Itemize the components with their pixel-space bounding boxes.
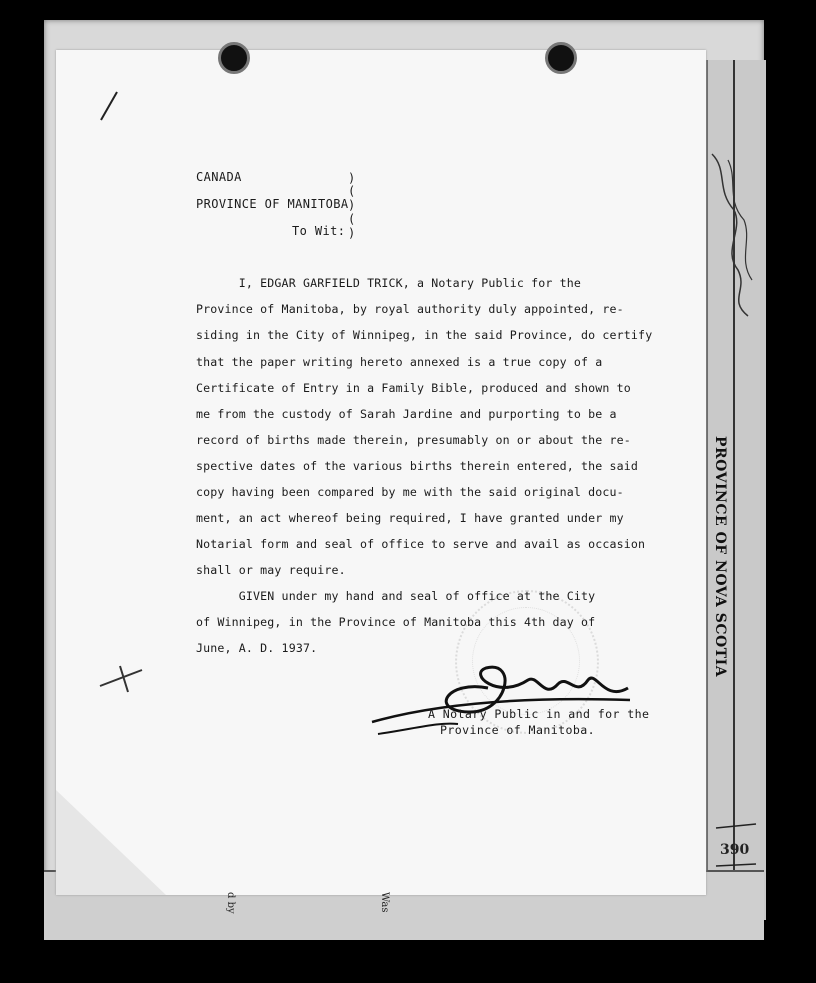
handwritten-margin-note	[708, 150, 756, 320]
province-stamp-vertical: PROVINCE OF NOVA SCOTIA	[712, 436, 728, 678]
svg-text:(: (	[348, 184, 356, 198]
svg-text:): )	[348, 226, 356, 240]
binder-hole-left	[218, 42, 250, 74]
body-line: spective dates of the various births therein entered, the said	[196, 459, 639, 473]
margin-check-mark	[98, 662, 146, 698]
jurisdiction-country: CANADA	[196, 170, 242, 184]
stamp-number: 390	[720, 842, 750, 858]
margin-mark-one	[95, 88, 125, 124]
jurisdiction-province: PROVINCE OF MANITOBA	[196, 197, 349, 211]
svg-text:(: (	[348, 212, 356, 226]
body-line: copy having been compared by me with the said original docu-	[196, 485, 624, 499]
body-line: that the paper writing hereto annexed is a true copy of a	[196, 355, 603, 369]
body-line: GIVEN under my hand and seal of office at the City	[196, 589, 596, 603]
underlying-form-text: d by	[225, 892, 236, 914]
body-line: of Winnipeg, in the Province of Manitoba this 4th day of	[196, 615, 596, 629]
signature-caption-line2: Province of Manitoba.	[440, 723, 595, 737]
body-line: Notarial form and seal of office to serve and avail as occasion	[196, 537, 646, 551]
bracket-column	[346, 168, 360, 240]
body-line: record of births made therein, presumably on or about the re-	[196, 433, 631, 447]
body-line: ment, an act whereof being required, I have granted under my	[196, 511, 624, 525]
body-line: Certificate of Entry in a Family Bible, produced and shown to	[196, 381, 631, 395]
svg-text:): )	[348, 198, 356, 212]
body-line: siding in the City of Winnipeg, in the said Province, do certify	[196, 328, 653, 342]
stamp-number-mark	[712, 818, 762, 878]
underlying-form-text: Was	[379, 892, 390, 913]
signature-caption-line1: A Notary Public in and for the	[428, 707, 650, 721]
binder-hole-right	[545, 42, 577, 74]
body-line: June, A. D. 1937.	[196, 641, 318, 655]
svg-text:): )	[348, 171, 356, 185]
jurisdiction-to-wit: To Wit:	[292, 224, 346, 238]
body-line: me from the custody of Sarah Jardine and purporting to be a	[196, 407, 617, 421]
body-line: Province of Manitoba, by royal authority duly appointed, re-	[196, 302, 624, 316]
body-line: shall or may require.	[196, 563, 346, 577]
body-line: I, EDGAR GARFIELD TRICK, a Notary Public for the	[196, 276, 582, 290]
